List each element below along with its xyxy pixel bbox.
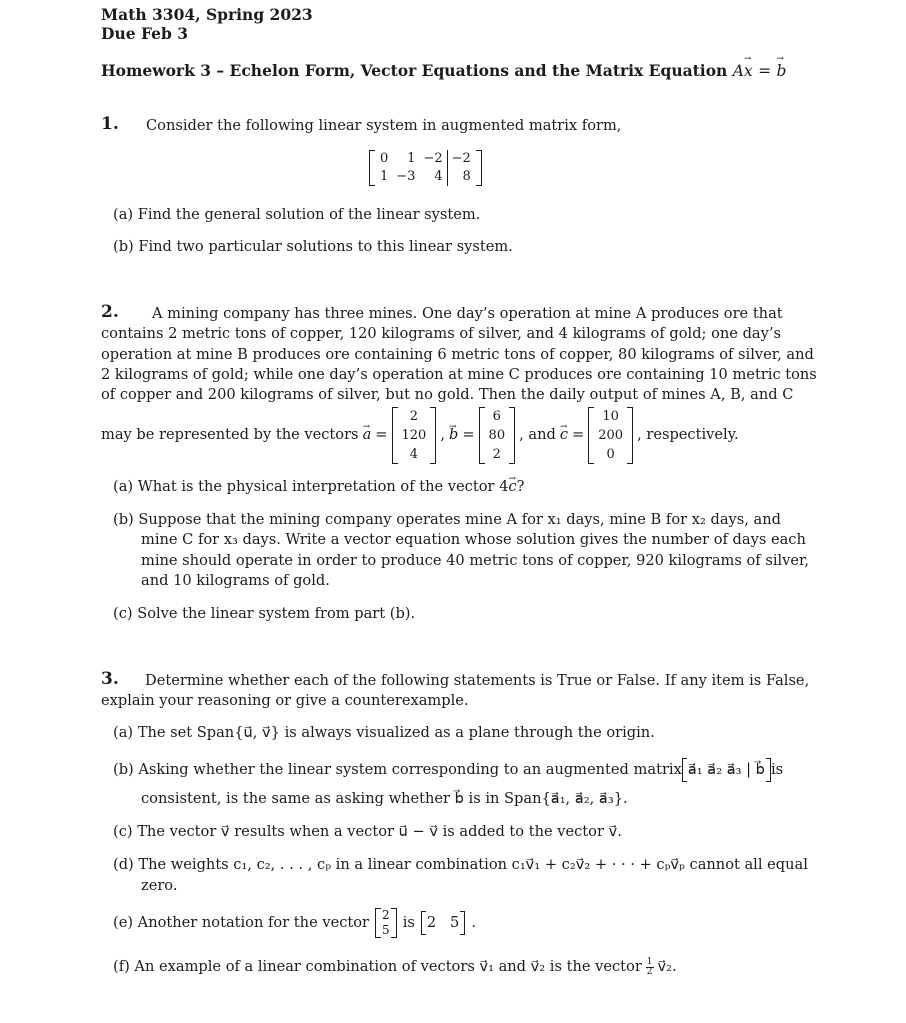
matrix-cell: 0 xyxy=(380,151,389,166)
homework-title: Homework 3 – Echelon Form, Vector Equations and the Matrix Equation A→ x = → b xyxy=(101,61,786,80)
vector-a-entry: 4 xyxy=(409,446,419,462)
column-vector xyxy=(375,908,397,938)
vector-b-name: → b xyxy=(449,425,458,445)
problem-1-matrix xyxy=(369,150,482,186)
matrix-cell: 1 xyxy=(407,151,416,166)
due-date: Due Feb 3 xyxy=(101,24,189,43)
problem-3-number: 3. xyxy=(101,669,119,689)
column-vector-entry: 2 xyxy=(382,908,390,922)
title-eq-b: → b xyxy=(776,62,786,80)
problem-3e: (e) Another notation for the vector 2 5 is 2 5 . xyxy=(113,908,476,937)
matrix-cell: 4 xyxy=(434,169,443,184)
vector-a xyxy=(392,407,437,464)
vector-a-entry: 120 xyxy=(401,427,427,443)
problem-3b-line-1: (b) Asking whether the linear system corresponding to an augmented matrix a⃗₁ a⃗₂ a⃗₃ | b⃗ is xyxy=(113,761,784,778)
vector-c-entry: 200 xyxy=(598,427,624,443)
respectively-text: , respectively. xyxy=(637,426,739,443)
vector-c-entry: 0 xyxy=(606,446,615,462)
problem-3b-line-2: consistent, is the same as asking whether b⃗ is in Span{a⃗₁, a⃗₂, a⃗₃}. xyxy=(141,790,628,807)
problem-1a: (a) Find the general solution of the linear system. xyxy=(113,206,481,223)
problem-2-line-1: A mining company has three mines. One day’s operation at mine A produces ore that xyxy=(152,305,783,322)
matrix-cell: −2 xyxy=(447,150,475,168)
problem-3-intro-1: Determine whether each of the following statements is True or False. If any item is False, xyxy=(145,672,810,689)
problem-2-vectors-line: may be represented by the vectors → a = 2 120 4 , → b = 6 80 2 , and → c = 10 200 0 , respectively. xyxy=(101,404,739,466)
vector-b-entry: 80 xyxy=(488,427,506,443)
vector-b-entry: 6 xyxy=(492,408,501,424)
problem-1b: (b) Find two particular solutions to this linear system. xyxy=(113,238,513,255)
vector-b-entry: 2 xyxy=(492,446,501,462)
problem-3f: (f) An example of a linear combination of vectors v⃗₁ and v⃗₂ is the vector 1 2 v⃗₂. xyxy=(113,956,677,977)
vector-c-entry: 10 xyxy=(602,408,619,424)
problem-3a: (a) The set Span{u⃗, v⃗} is always visualized as a plane through the origin. xyxy=(113,724,655,741)
vector-c-name: → c xyxy=(560,425,568,445)
problem-1-intro: Consider the following linear system in augmented matrix form, xyxy=(146,117,622,134)
problem-2-line-2: contains 2 metric tons of copper, 120 kilograms of silver, and 4 kilograms of gold; one day’s xyxy=(101,325,781,342)
augmented-matrix: a⃗₁ a⃗₂ a⃗₃ | b⃗ xyxy=(682,760,771,780)
problem-1-number: 1. xyxy=(101,114,119,134)
problem-2b-line-3: mine should operate in order to produce 40 metric tons of copper, 920 kilograms of silver, xyxy=(141,552,810,569)
problem-2b-line-1: (b) Suppose that the mining company operates mine A for x₁ days, mine B for x₂ days, and xyxy=(113,511,781,528)
problem-3c: (c) The vector v⃗ results when a vector u⃗ − v⃗ is added to the vector v⃗. xyxy=(113,823,622,840)
problem-2-line-3: operation at mine B produces ore containing 6 metric tons of copper, 80 kilograms of silver, and xyxy=(101,346,814,363)
problem-2-line-5: of copper and 200 kilograms of silver, but no gold. Then the daily output of mines A, B, and C xyxy=(101,386,794,403)
vectors-intro: may be represented by the vectors xyxy=(101,426,359,443)
row-vector: 2 5 xyxy=(421,913,466,933)
vector-a-name: → a xyxy=(363,425,372,445)
matrix-cell: −2 xyxy=(423,151,443,166)
fraction-one-half: 1 2 xyxy=(646,956,653,977)
matrix-cell: 1 xyxy=(380,169,389,184)
problem-2b-line-4: and 10 kilograms of gold. xyxy=(141,572,330,589)
vector-c xyxy=(588,407,633,464)
vector-a-entry: 2 xyxy=(409,408,419,424)
problem-2c: (c) Solve the linear system from part (b). xyxy=(113,605,416,622)
problem-3d-line-2: zero. xyxy=(141,877,178,894)
column-vector-entry: 5 xyxy=(382,923,390,937)
problem-2b-line-2: mine C for x₃ days. Write a vector equation whose solution gives the number of days each xyxy=(141,531,806,548)
matrix-cell: 8 xyxy=(447,168,475,186)
vector-b xyxy=(479,407,516,464)
problem-2-number: 2. xyxy=(101,302,119,322)
title-eq-A: A xyxy=(732,62,744,80)
vector-c-ref: → c xyxy=(508,477,516,497)
problem-2-line-4: 2 kilograms of gold; while one day’s operation at mine C produces ore containing 10 metric tons xyxy=(101,366,817,383)
and-text: , and xyxy=(519,426,556,443)
matrix-cell: −3 xyxy=(396,169,416,184)
problem-3-intro-2: explain your reasoning or give a counterexample. xyxy=(101,692,469,709)
problem-2a: (a) What is the physical interpretation of the vector 4→ c? xyxy=(113,477,524,497)
course-title: Math 3304, Spring 2023 xyxy=(101,5,313,24)
title-eq-x: → x xyxy=(744,62,753,80)
problem-3d-line-1: (d) The weights c₁, c₂, . . . , cₚ in a linear combination c₁v⃗₁ + c₂v⃗₂ + · · · + cₚv⃗ₚ cannot all equal xyxy=(113,856,808,873)
